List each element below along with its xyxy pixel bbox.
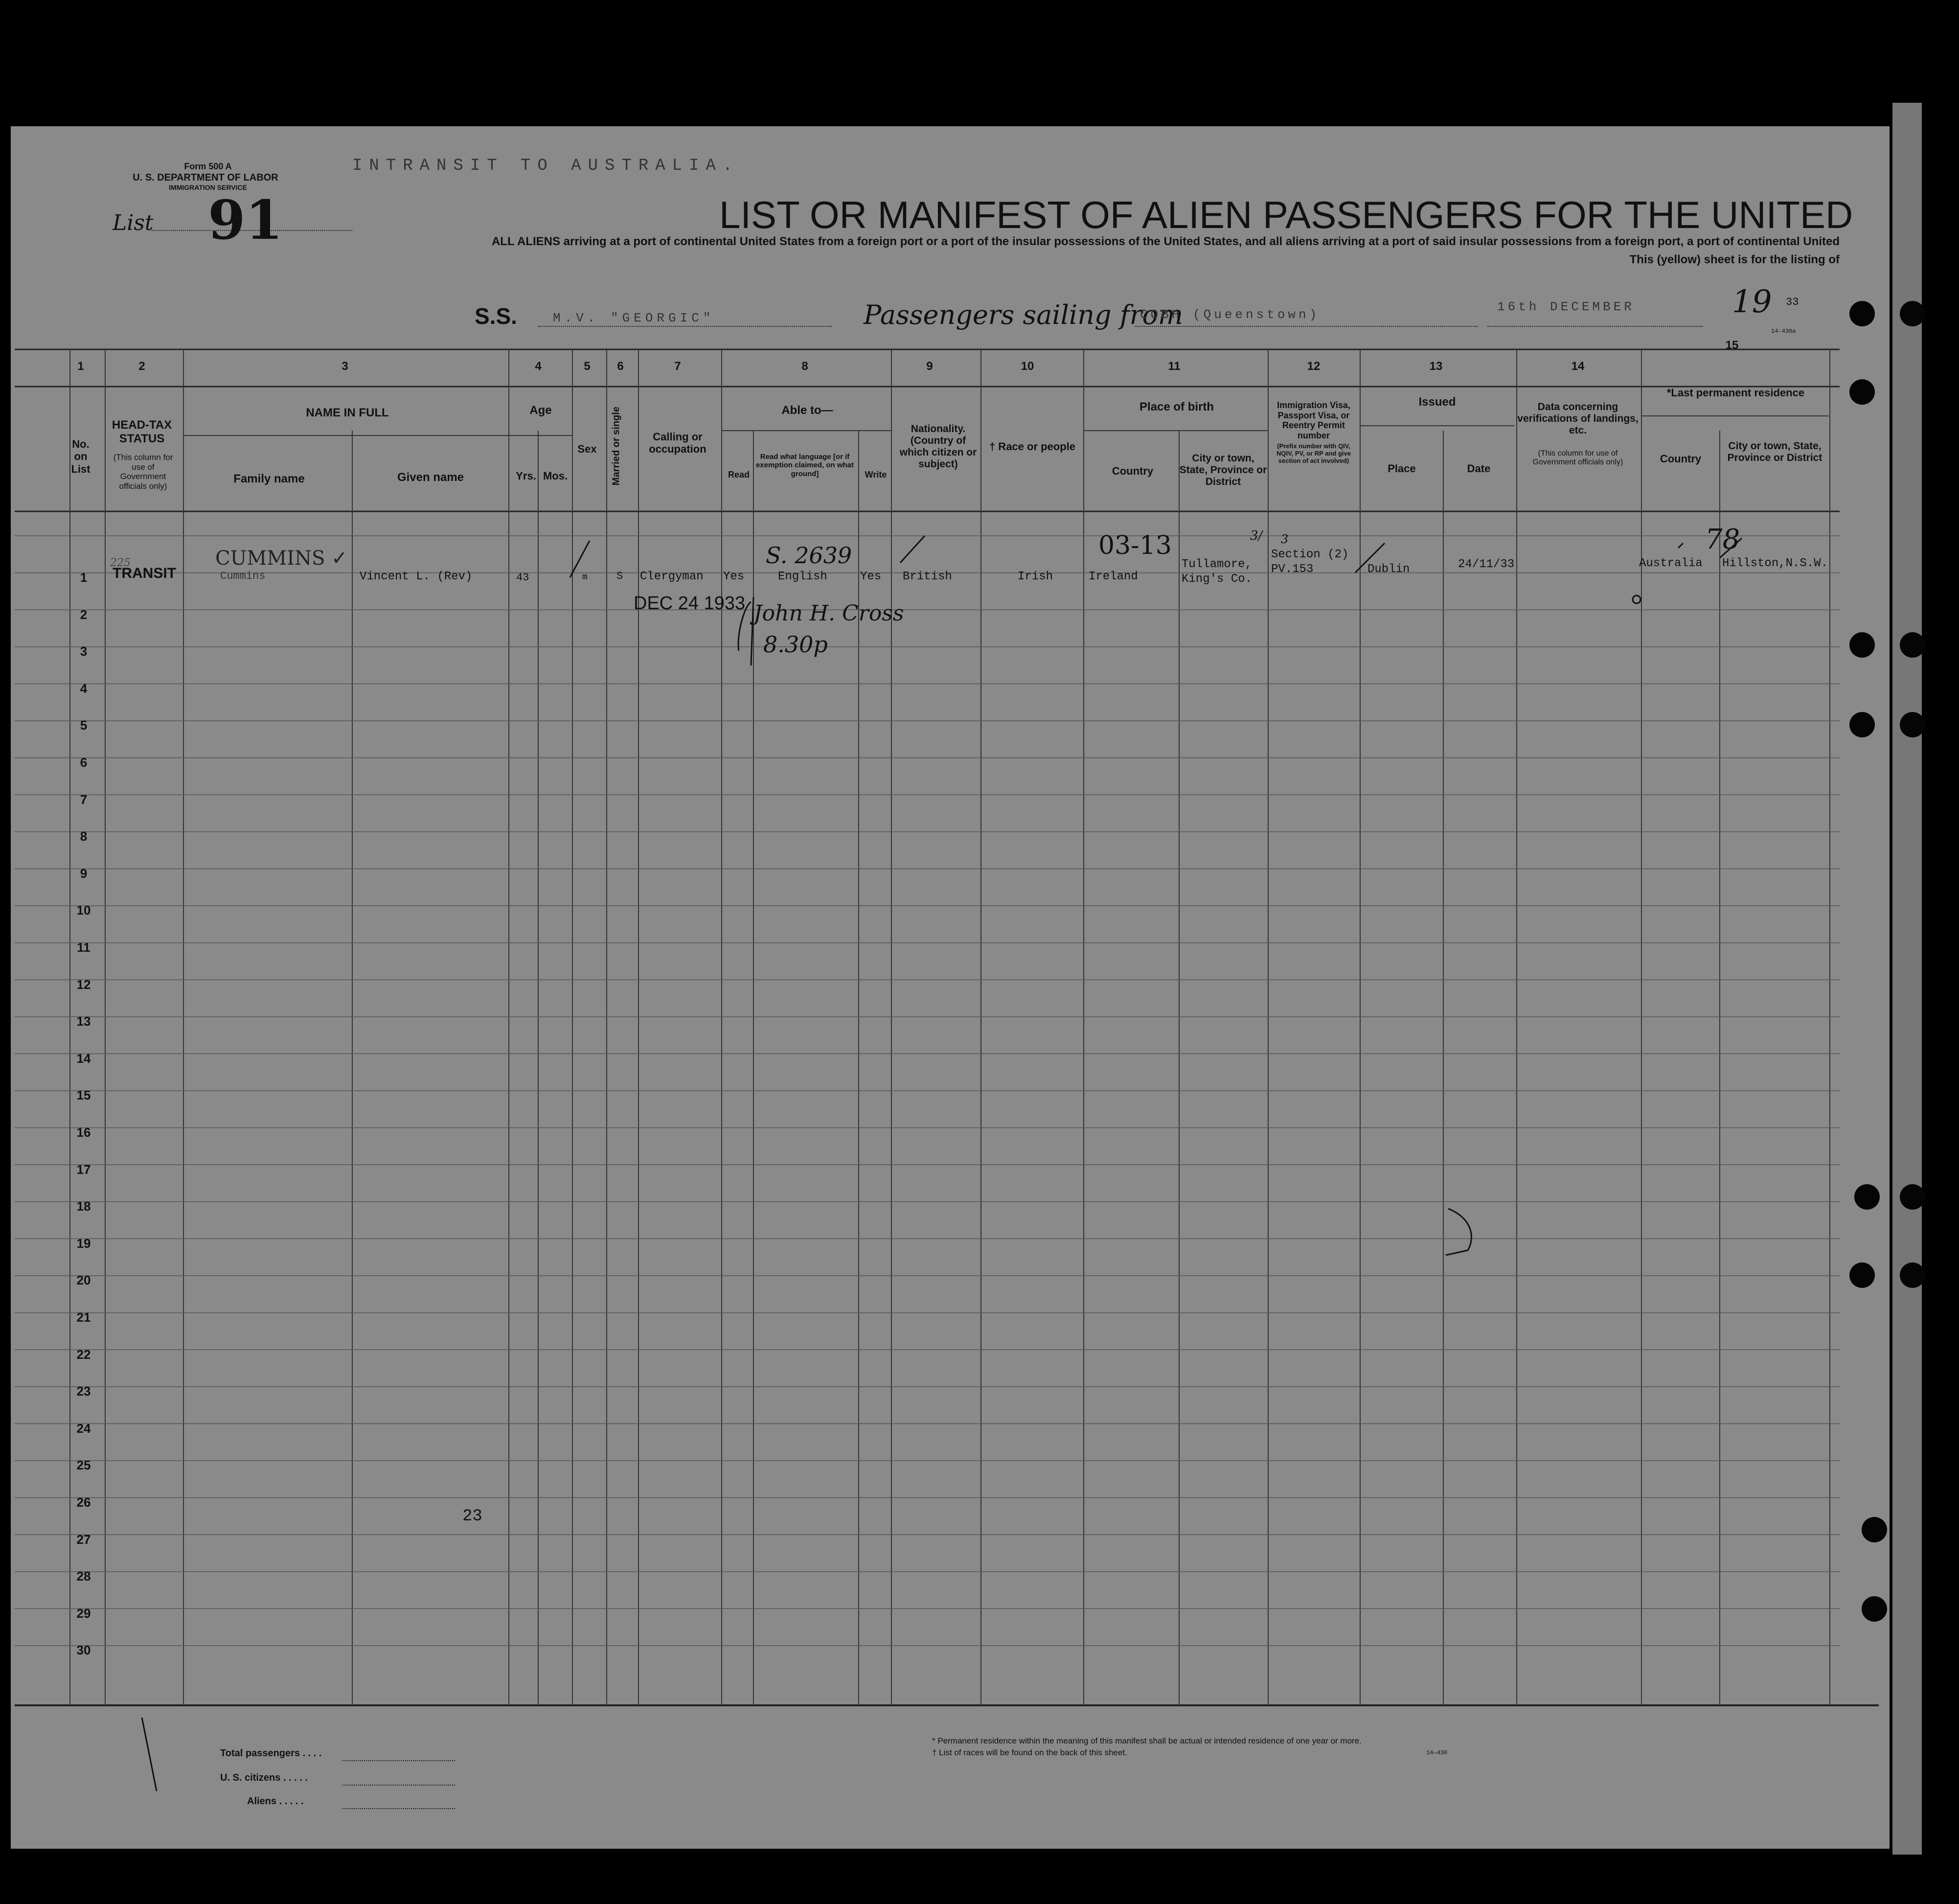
list-label: List <box>113 210 154 235</box>
hdr-read: Read <box>728 470 750 480</box>
department-label: U. S. DEPARTMENT OF LABOR <box>133 172 278 183</box>
handwritten-code: S. 2639 <box>766 542 852 569</box>
column-number: 12 <box>1307 360 1321 373</box>
row-number: 17 <box>76 1162 91 1177</box>
row-number: 20 <box>76 1273 91 1288</box>
occupation: Clergyman <box>640 570 704 583</box>
hdr-age: Age <box>529 404 552 417</box>
column-number: 5 <box>584 360 591 373</box>
nationality: British <box>903 570 952 583</box>
row-number: 14 <box>76 1051 91 1066</box>
column-number: 14 <box>1571 360 1585 373</box>
sailing-label: Passengers sailing from <box>864 299 1184 330</box>
total-passengers-line <box>342 1760 455 1761</box>
hdr-calling: Calling or occupation <box>649 431 706 456</box>
can-read: Yes <box>723 570 745 583</box>
footnote-residence: * Permanent residence within the meaning of this manifest shall be actual or intended residence of one year or more. <box>932 1736 1362 1745</box>
head-tax-stamp: TRANSIT <box>113 565 176 581</box>
handwritten-birth-mark: 3/ <box>1250 528 1263 543</box>
hdr-visa-note: (Prefix number with QIV, NQIV, PV, or RP and give section of act involved) <box>1276 442 1351 464</box>
row-number: 16 <box>76 1125 91 1140</box>
hdr-read-language: Read what language [or if exemption claimed, on what ground] <box>755 453 854 478</box>
birth-country: Ireland <box>1089 570 1138 583</box>
family-name: Cummins <box>220 570 266 582</box>
handwritten-residence-code: 78 <box>1705 524 1740 555</box>
handwritten-visa-mark: 3 <box>1281 532 1289 546</box>
birth-city-line2: King's Co. <box>1182 573 1253 586</box>
port-name: COBH (Queenstown) <box>1140 307 1320 322</box>
ss-label: S.S. <box>475 303 517 329</box>
footer-code: 14—430 <box>1426 1749 1448 1756</box>
row-number: 4 <box>80 681 88 696</box>
column-number: 1 <box>77 360 84 373</box>
row-number: 1 <box>80 570 88 585</box>
birth-city-line1: Tullamore, <box>1182 558 1253 571</box>
page-title: LIST OR MANIFEST OF ALIEN PASSENGERS FOR THE UNITED <box>719 193 1853 236</box>
row-number: 28 <box>76 1569 91 1584</box>
residence-country: Australia <box>1639 557 1703 570</box>
handwritten-birth-code: 03-13 <box>1098 531 1172 560</box>
row-number: 7 <box>80 792 88 807</box>
hdr-sex: Sex <box>577 443 597 455</box>
aliens-label: Aliens . . . . . <box>247 1796 304 1807</box>
service-label: IMMIGRATION SERVICE <box>169 184 247 191</box>
aliens-line <box>342 1808 455 1809</box>
row-number: 3 <box>80 644 88 659</box>
row-number: 5 <box>80 718 88 733</box>
hdr-given-name: Given name <box>397 471 464 484</box>
year-prefix: 19 <box>1732 284 1772 320</box>
hdr-issued: Issued <box>1418 395 1456 409</box>
issued-place: Dublin <box>1367 563 1410 576</box>
can-write: Yes <box>860 570 882 583</box>
given-name: Vincent L. (Rev) <box>360 570 473 583</box>
column-number: 8 <box>801 360 808 373</box>
sex-value: m <box>582 573 588 582</box>
row-number: 30 <box>76 1643 91 1658</box>
column-number: 15 <box>1725 339 1739 352</box>
hdr-head-tax: HEAD-TAX STATUS <box>112 418 172 445</box>
hdr-res-city: City or town, State, Province or District <box>1727 440 1822 464</box>
us-citizens-line <box>342 1785 455 1786</box>
row-number: 11 <box>77 940 91 955</box>
hdr-birth-country: Country <box>1112 465 1154 477</box>
hdr-family-name: Family name <box>233 472 305 485</box>
row-number: 26 <box>76 1495 91 1510</box>
hdr-visa: Immigration Visa, Passport Visa, or Reentry Permit number <box>1277 400 1350 441</box>
head-tax-pencil: 225 <box>110 557 131 569</box>
column-number: 4 <box>535 360 542 373</box>
row-number: 29 <box>76 1606 91 1621</box>
hdr-married: Married or single <box>611 406 622 486</box>
hdr-place-of-birth: Place of birth <box>1139 400 1214 413</box>
visa-line2: PV.153 <box>1271 563 1314 576</box>
row-number: 12 <box>76 977 91 992</box>
row-number: 10 <box>76 903 91 918</box>
residence-city: Hillston,N.S.W. <box>1722 557 1828 570</box>
visa-line1: Section (2) <box>1271 548 1349 561</box>
time-note: 8.30p <box>763 631 828 658</box>
hdr-race: † Race or people <box>989 440 1076 453</box>
column-number: 10 <box>1021 360 1034 373</box>
row-number: 2 <box>80 607 88 622</box>
subtitle-line2: This (yellow) sheet is for the listing of <box>1629 253 1840 266</box>
hdr-head-tax-note: (This column for use of Government officials only) <box>113 453 173 491</box>
column-number: 2 <box>138 360 145 373</box>
column-number: 3 <box>342 360 348 373</box>
row-number: 15 <box>76 1088 91 1103</box>
us-citizens-label: U. S. citizens . . . . . <box>220 1772 308 1783</box>
hdr-nationality: Nationality. (Country of which citizen or subject) <box>899 423 977 470</box>
race: Irish <box>1018 570 1053 583</box>
hdr-data-note: (This column for use of Government officials only) <box>1532 449 1623 467</box>
column-number: 13 <box>1429 360 1443 373</box>
row-number: 21 <box>76 1310 91 1325</box>
hdr-mos: Mos. <box>543 470 568 482</box>
footnote-races: † List of races will be found on the back of this sheet. <box>932 1748 1127 1757</box>
row-number: 27 <box>76 1532 91 1547</box>
hdr-data-concerning: Data concerning verifications of landings, etc. <box>1517 401 1639 436</box>
row-number: 23 <box>76 1384 91 1399</box>
column-number: 7 <box>674 360 681 373</box>
hdr-name-in-full: NAME IN FULL <box>306 406 389 419</box>
row-number: 25 <box>76 1458 91 1473</box>
inspector-signature: John H. Cross <box>753 601 904 626</box>
corner-code: 14-430a <box>1771 328 1796 335</box>
row-number: 18 <box>76 1199 91 1214</box>
row-number: 19 <box>76 1236 91 1251</box>
row-number: 13 <box>76 1014 91 1029</box>
age-years: 43 <box>516 572 529 584</box>
hdr-issued-date: Date <box>1467 462 1491 475</box>
ship-name: M.V. "GEORGIC" <box>553 311 715 325</box>
issued-date: 24/11/33 <box>1458 558 1515 571</box>
date-stamp: DEC 24 1933 <box>634 593 746 614</box>
row-number: 24 <box>76 1421 91 1436</box>
row-number: 6 <box>80 755 88 770</box>
hdr-issued-place: Place <box>1388 462 1416 475</box>
hdr-no-on-list: No. on List <box>71 438 91 475</box>
hdr-able-to: Able to— <box>781 404 833 417</box>
sailing-date: 16th DECEMBER <box>1497 299 1635 314</box>
hdr-res-country: Country <box>1660 453 1702 465</box>
family-name-handwritten: CUMMINS ✓ <box>215 547 348 570</box>
form-number: Form 500 A <box>184 161 232 171</box>
read-language: English <box>778 570 827 583</box>
column-number: 6 <box>617 360 624 373</box>
total-passengers-label: Total passengers . . . . <box>220 1748 322 1759</box>
year-suffix: 33 <box>1786 296 1799 308</box>
row-number: 8 <box>80 829 88 844</box>
subtitle-line1: ALL ALIENS arriving at a port of continental United States from a foreign port or a port of the insular possessions of the United States, and all aliens arriving at a port of said insular possessions from a foreign port, a port of continental United <box>491 235 1840 248</box>
hdr-last-residence: *Last permanent residence <box>1666 387 1805 399</box>
hdr-yrs: Yrs. <box>516 470 536 482</box>
column-number: 9 <box>926 360 933 373</box>
transit-stamp: INTRANSIT TO AUSTRALIA. <box>352 157 740 175</box>
hdr-birth-city: City or town, State, Province or District <box>1179 453 1267 488</box>
row-number: 22 <box>76 1347 91 1362</box>
column-number: 11 <box>1168 360 1181 373</box>
list-number: 91 <box>208 188 283 252</box>
row-number: 9 <box>80 866 88 881</box>
hdr-write: Write <box>865 470 887 480</box>
marital-status: S <box>616 570 623 582</box>
sheet-mark: 23 <box>462 1507 482 1526</box>
